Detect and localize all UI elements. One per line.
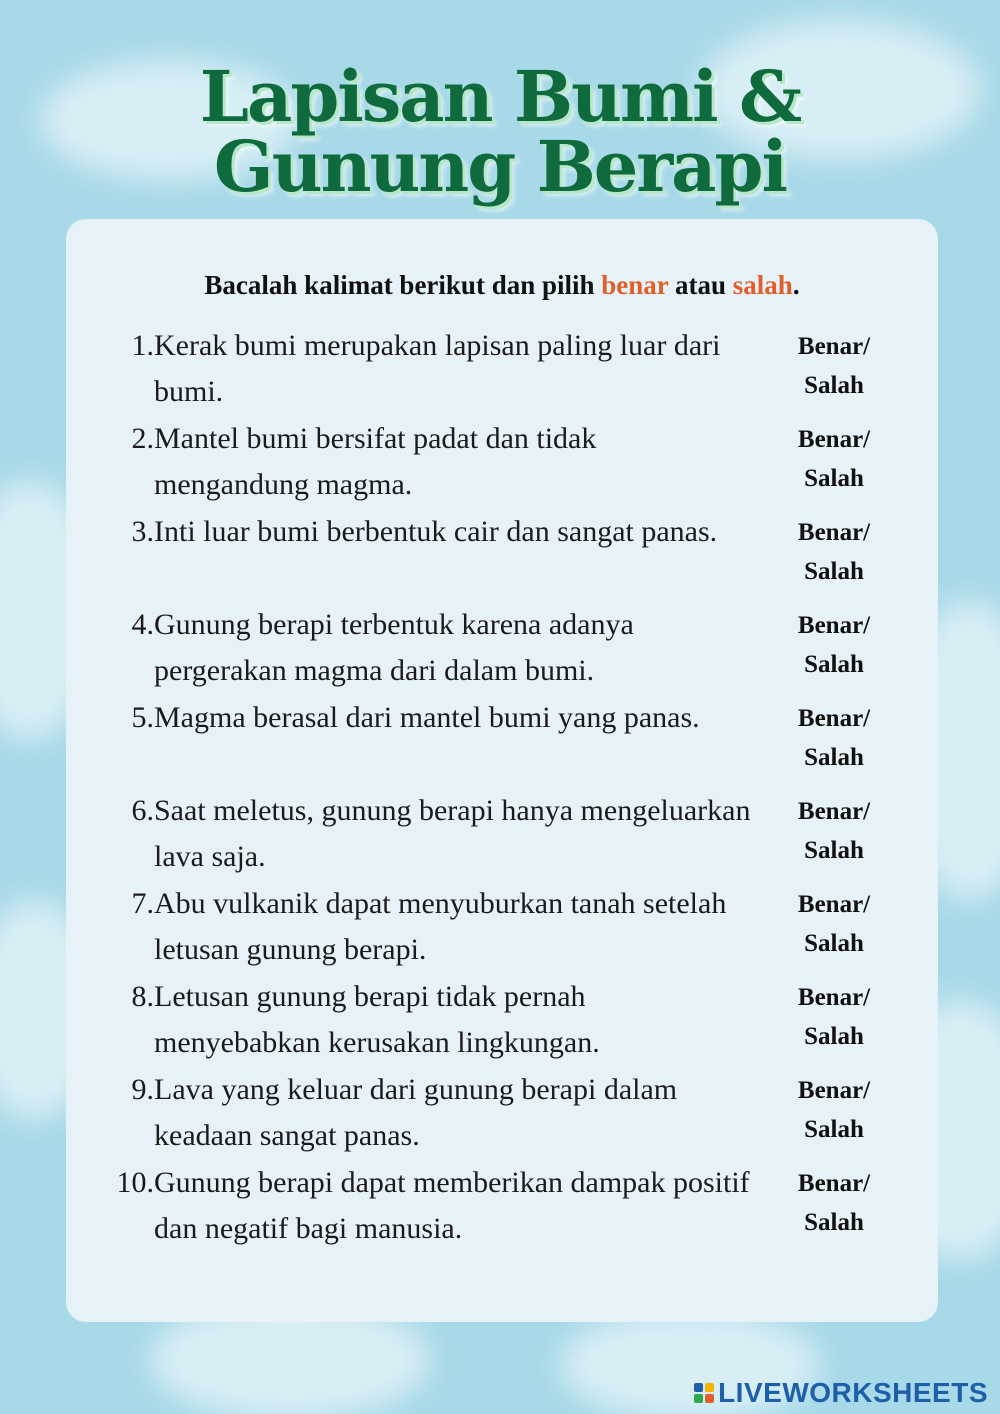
answer-choice[interactable] (784, 1164, 884, 1242)
answer-choice[interactable] (784, 420, 884, 498)
answer-salah[interactable]: Salah (804, 1116, 864, 1143)
instruction-text (66, 269, 938, 301)
worksheet-card (66, 219, 938, 1322)
instruction-salah: salah (732, 270, 793, 300)
question-number: 6. (131, 794, 154, 827)
instruction-end: . (792, 270, 800, 300)
brand-name: LIVEWORKSHEETS (718, 1377, 988, 1408)
question-number: 9. (131, 1073, 154, 1106)
answer-salah[interactable]: Salah (804, 372, 864, 399)
answer-benar[interactable]: Benar/ (797, 333, 871, 360)
title-line-1: Lapisan Bumi & (199, 55, 801, 138)
answer-benar[interactable]: Benar/ (797, 1077, 871, 1104)
instruction-benar: benar (601, 270, 669, 300)
answer-salah[interactable]: Salah (804, 1023, 864, 1050)
question-text: Lava yang keluar dari gunung berapi dalam keadaan sangat panas. (154, 1073, 678, 1152)
answer-benar[interactable]: Benar/ (797, 891, 871, 918)
answer-salah[interactable]: Salah (804, 651, 864, 678)
title-line-2: Gunung Berapi (213, 125, 787, 208)
question-number: 1. (131, 329, 154, 362)
question-number: 10. (116, 1166, 154, 1199)
liveworksheets-logo-icon (694, 1383, 714, 1403)
answer-benar[interactable]: Benar/ (797, 798, 871, 825)
answer-salah[interactable]: Salah (804, 558, 864, 585)
answer-choice[interactable] (784, 792, 884, 870)
answer-benar[interactable]: Benar/ (797, 519, 871, 546)
answer-benar[interactable]: Benar/ (797, 612, 871, 639)
answer-salah[interactable]: Salah (804, 837, 864, 864)
liveworksheets-brand (694, 1378, 988, 1408)
answer-choice[interactable] (784, 885, 884, 963)
answer-salah[interactable]: Salah (804, 1209, 864, 1236)
answer-salah[interactable]: Salah (804, 744, 864, 771)
answer-choice[interactable] (784, 699, 884, 777)
question-text: Inti luar bumi berbentuk cair dan sangat panas. (154, 515, 718, 548)
question-text: Gunung berapi dapat memberikan dampak positif dan negatif bagi manusia. (154, 1166, 750, 1245)
answer-salah[interactable]: Salah (804, 465, 864, 492)
question-text: Mantel bumi bersifat padat dan tidak mengandung magma. (154, 422, 597, 501)
question-text: Magma berasal dari mantel bumi yang panas. (154, 701, 700, 734)
instruction-before: Bacalah kalimat berikut dan pilih (204, 270, 602, 300)
answer-benar[interactable]: Benar/ (797, 426, 871, 453)
answer-benar[interactable]: Benar/ (797, 1170, 871, 1197)
answer-choice[interactable] (784, 606, 884, 684)
page-title (0, 55, 1000, 208)
question-number: 7. (131, 887, 154, 920)
question-number: 4. (131, 608, 154, 641)
question-text: Saat meletus, gunung berapi hanya mengeluarkan lava saja. (154, 794, 751, 873)
answer-choice[interactable] (784, 513, 884, 591)
question-text: Kerak bumi merupakan lapisan paling luar dari bumi. (154, 329, 721, 408)
question-number: 5. (131, 701, 154, 734)
question-number: 8. (131, 980, 154, 1013)
answer-choice[interactable] (784, 978, 884, 1056)
question-text: Gunung berapi terbentuk karena adanya pergerakan magma dari dalam bumi. (154, 608, 634, 687)
question-number: 2. (131, 422, 154, 455)
question-text: Letusan gunung berapi tidak pernah menyebabkan kerusakan lingkungan. (154, 980, 600, 1059)
answer-choice[interactable] (784, 327, 884, 405)
instruction-middle: atau (668, 270, 733, 300)
answer-salah[interactable]: Salah (804, 930, 864, 957)
question-text: Abu vulkanik dapat menyuburkan tanah setelah letusan gunung berapi. (154, 887, 727, 966)
question-number: 3. (131, 515, 154, 548)
answer-benar[interactable]: Benar/ (797, 705, 871, 732)
answer-choice[interactable] (784, 1071, 884, 1149)
answer-benar[interactable]: Benar/ (797, 984, 871, 1011)
